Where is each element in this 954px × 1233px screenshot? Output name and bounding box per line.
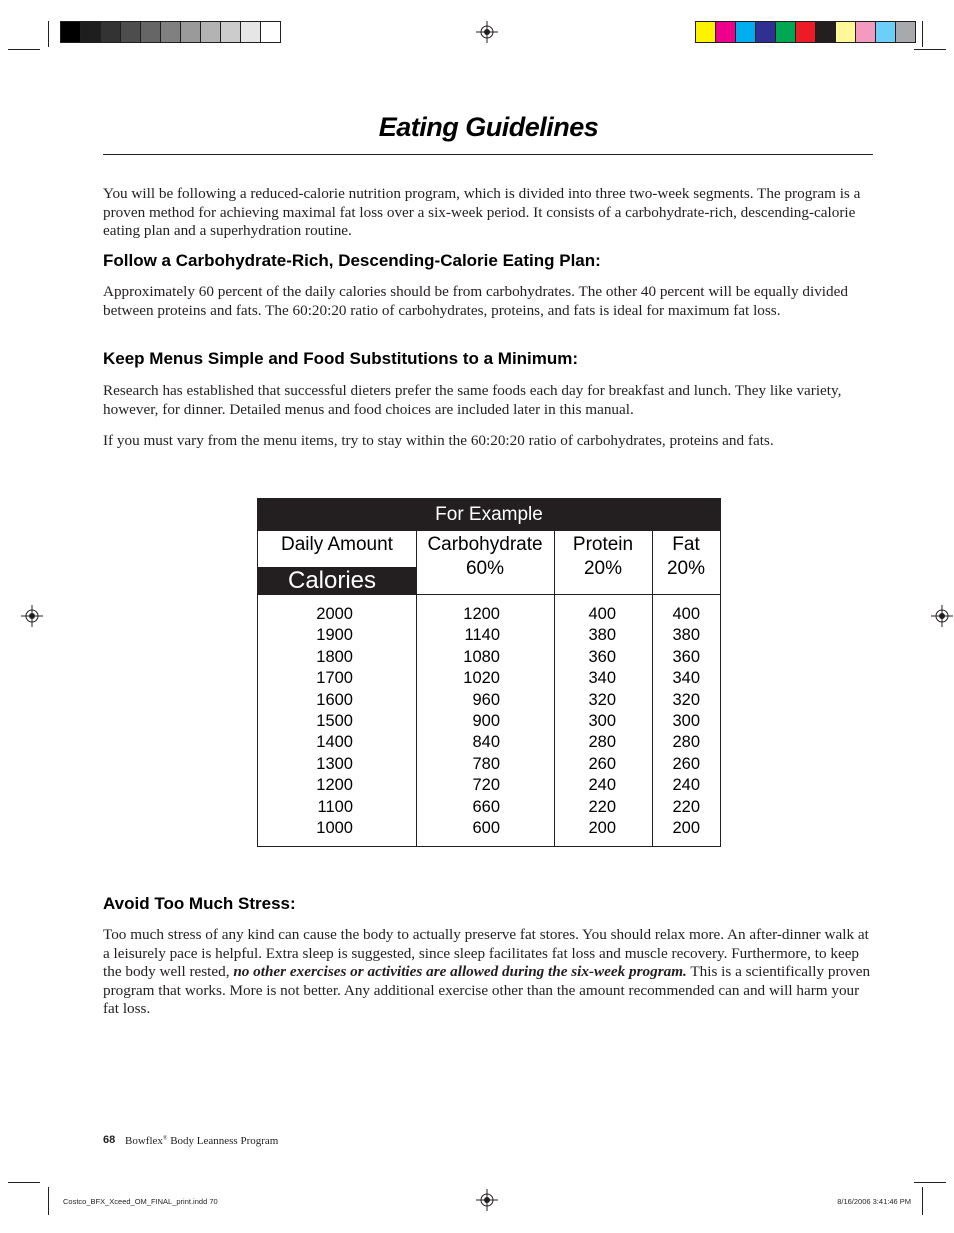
registered-mark: ® bbox=[162, 1135, 168, 1142]
table-cell: 1080 bbox=[463, 647, 500, 666]
table-cell: 1900 bbox=[316, 626, 353, 645]
table-cell: 1200 bbox=[463, 605, 500, 623]
registration-mark-icon bbox=[21, 605, 43, 627]
crop-mark bbox=[922, 1187, 923, 1215]
color-swatch bbox=[260, 21, 281, 43]
fat-header-label: Fat bbox=[672, 534, 700, 555]
table-cell: 1700 bbox=[316, 669, 353, 688]
table-cell: 340 bbox=[672, 669, 700, 688]
menus-ratio-paragraph: If you must vary from the menu items, try to stay within the 60:20:20 ratio of carbohydrates, proteins and fats. bbox=[103, 432, 774, 449]
crop-mark bbox=[914, 49, 946, 50]
registration-mark-icon bbox=[476, 21, 498, 43]
table-cell: 660 bbox=[472, 797, 500, 816]
table-cell: 280 bbox=[672, 733, 700, 752]
color-swatch bbox=[775, 21, 795, 43]
column-subheader-calories: Calories bbox=[258, 567, 416, 594]
color-swatch bbox=[755, 21, 775, 43]
table-cell: 200 bbox=[588, 819, 616, 838]
column-header-carbohydrate bbox=[416, 533, 554, 581]
carbohydrate-header-percent: 60% bbox=[465, 558, 505, 579]
protein-column bbox=[576, 604, 616, 839]
registration-mark-icon bbox=[476, 1189, 498, 1211]
table-cell: 240 bbox=[672, 776, 700, 795]
table-cell: 260 bbox=[672, 754, 700, 773]
color-swatch bbox=[200, 21, 220, 43]
table-cell: 380 bbox=[672, 626, 700, 645]
table-cell: 280 bbox=[588, 733, 616, 752]
table-cell: 380 bbox=[588, 626, 616, 645]
color-swatch bbox=[160, 21, 180, 43]
table-cell: 300 bbox=[588, 712, 616, 731]
protein-header-label: Protein bbox=[572, 534, 634, 555]
color-swatch bbox=[795, 21, 815, 43]
crop-mark bbox=[8, 1182, 40, 1183]
slug-filename: Costco_BFX_Xceed_OM_FINAL_print.indd 70 bbox=[63, 1197, 218, 1206]
color-swatch bbox=[220, 21, 240, 43]
color-swatch bbox=[140, 21, 160, 43]
carbohydrate-plan-paragraph: Approximately 60 percent of the daily calories should be from carbohydrates. The other 40 percent will be equally divided between proteins and fats. The 60:20:20 ratio of carbohydrates, proteins, and fats is ideal for maximum fat loss. bbox=[103, 283, 848, 319]
table-cell: 720 bbox=[472, 776, 500, 795]
table-cell: 600 bbox=[472, 819, 500, 838]
crop-mark bbox=[8, 49, 40, 50]
table-cell: 340 bbox=[588, 669, 616, 688]
footer-brand: Bowflex bbox=[125, 1135, 163, 1147]
intro-paragraph: You will be following a reduced-calorie nutrition program, which is divided into three two-week segments. The program is a proven method for achieving maximal fat loss over a six-week period. It consists of a carbohydrate-rich, descending-calorie eating plan and a superhydration routine. bbox=[103, 185, 861, 239]
table-cell: 1100 bbox=[317, 797, 353, 816]
table-cell: 1200 bbox=[316, 776, 353, 795]
table-cell: 1020 bbox=[463, 669, 500, 688]
stress-emphasis: no other exercises or activities are allowed during the six-week program. bbox=[233, 963, 687, 980]
running-footer bbox=[125, 1135, 278, 1147]
table-cell: 260 bbox=[588, 754, 616, 773]
carbohydrate-column bbox=[443, 604, 500, 839]
column-header-daily-amount: Daily Amount bbox=[281, 534, 393, 555]
table-cell: 1300 bbox=[316, 754, 353, 773]
table-cell: 200 bbox=[672, 819, 700, 838]
table-cell: 220 bbox=[672, 797, 700, 816]
color-swatch bbox=[855, 21, 875, 43]
stress-text-end: This is a scientifically proven program that works. More is not better. Any additional exercise other than the amount recommended can and will harm your fat loss. bbox=[103, 963, 871, 1017]
header-divider bbox=[258, 594, 720, 595]
color-swatch bbox=[815, 21, 835, 43]
crop-mark bbox=[922, 21, 923, 47]
page-number: 68 bbox=[103, 1134, 116, 1146]
table-cell: 1800 bbox=[316, 647, 353, 666]
table-cell: 1500 bbox=[316, 712, 353, 731]
stress-text-start: Too much stress of any kind can cause the body to actually preserve fat stores. You should relax more. An after-dinner walk at a leisurely pace is helpful. Extra sleep is suggested, since sleep facilitates fat loss and muscle recovery. Furthermore, to keep the body well rested, bbox=[103, 926, 869, 980]
color-swatch bbox=[835, 21, 855, 43]
table-cell: 400 bbox=[588, 605, 616, 623]
table-cell: 1000 bbox=[316, 819, 353, 838]
section-heading-menus: Keep Menus Simple and Food Substitutions to a Minimum: bbox=[103, 349, 579, 368]
table-cell: 360 bbox=[588, 647, 616, 666]
color-swatch bbox=[875, 21, 895, 43]
column-header-fat bbox=[652, 533, 720, 581]
table-cell: 360 bbox=[672, 647, 700, 666]
table-banner: For Example bbox=[258, 499, 720, 531]
table-cell: 400 bbox=[672, 605, 700, 623]
column-header-protein bbox=[554, 533, 652, 581]
registration-mark-icon bbox=[931, 605, 953, 627]
table-cell: 780 bbox=[472, 754, 500, 773]
fat-header-percent: 20% bbox=[666, 558, 706, 579]
color-swatch bbox=[100, 21, 120, 43]
table-cell: 2000 bbox=[316, 605, 353, 623]
color-swatch-bar bbox=[695, 21, 916, 43]
table-cell: 320 bbox=[588, 690, 616, 709]
color-swatch bbox=[240, 21, 260, 43]
table-cell: 960 bbox=[472, 690, 500, 709]
carbohydrate-header-label: Carbohydrate bbox=[427, 534, 543, 555]
color-swatch bbox=[735, 21, 755, 43]
grayscale-swatch-bar bbox=[60, 21, 281, 43]
fat-column bbox=[660, 604, 700, 839]
crop-mark bbox=[48, 21, 49, 47]
crop-mark bbox=[914, 1182, 946, 1183]
table-cell: 300 bbox=[672, 712, 700, 731]
color-swatch bbox=[715, 21, 735, 43]
page-title: Eating Guidelines bbox=[378, 112, 599, 142]
table-cell: 240 bbox=[588, 776, 616, 795]
table-cell: 320 bbox=[672, 690, 700, 709]
table-cell: 840 bbox=[472, 733, 500, 752]
color-swatch bbox=[120, 21, 140, 43]
slug-timestamp: 8/16/2006 3:41:46 PM bbox=[837, 1197, 911, 1206]
color-swatch bbox=[60, 21, 80, 43]
calories-column bbox=[298, 604, 353, 839]
table-cell: 900 bbox=[472, 712, 500, 731]
stress-paragraph bbox=[103, 926, 875, 1019]
color-swatch bbox=[180, 21, 200, 43]
title-rule bbox=[103, 154, 873, 155]
table-cell: 1600 bbox=[316, 690, 353, 709]
section-heading-carbohydrate-plan: Follow a Carbohydrate-Rich, Descending-Calorie Eating Plan: bbox=[103, 251, 601, 270]
table-cell: 1140 bbox=[464, 626, 500, 645]
color-swatch bbox=[80, 21, 100, 43]
crop-mark bbox=[48, 1187, 49, 1215]
calorie-breakdown-table bbox=[257, 498, 721, 847]
protein-header-percent: 20% bbox=[583, 558, 623, 579]
table-cell: 1400 bbox=[316, 733, 353, 752]
color-swatch bbox=[695, 21, 715, 43]
menus-paragraph: Research has established that successful dieters prefer the same foods each day for breakfast and lunch. They like variety, however, for dinner. Detailed menus and food choices are included later in this manual. bbox=[103, 382, 842, 418]
section-heading-stress: Avoid Too Much Stress: bbox=[103, 894, 296, 913]
footer-book-title: Body Leanness Program bbox=[167, 1135, 279, 1147]
table-cell: 220 bbox=[588, 797, 616, 816]
color-swatch bbox=[895, 21, 916, 43]
